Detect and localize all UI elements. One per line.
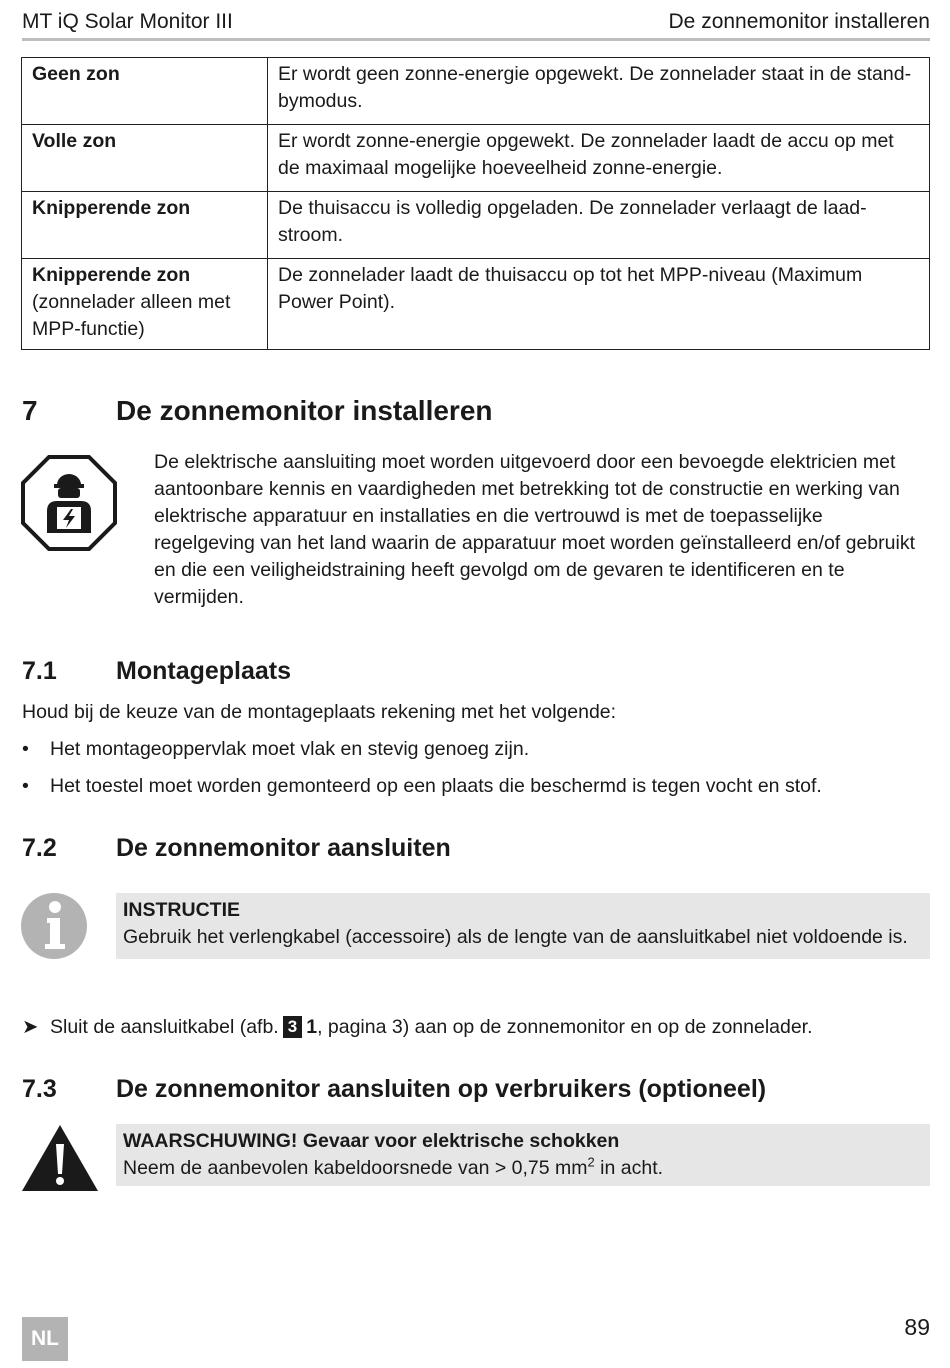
status-term: Knipperende zon <box>32 264 191 286</box>
page-number: 89 <box>904 1314 930 1340</box>
warning-text-after: in acht. <box>594 1157 664 1179</box>
section-number: 7.1 <box>22 657 57 685</box>
figure-number-badge: 3 <box>283 1016 302 1038</box>
status-desc: De zonnelader laadt de thuisaccu op tot het MPP-niveau (Maximum Power Point). <box>268 259 930 350</box>
instruction-note <box>116 893 930 959</box>
section-title: De zonnemonitor aansluiten <box>116 834 451 862</box>
section-number: 7 <box>22 395 38 426</box>
action-text-after: , pagina 3) aan op de zonnemonitor en op de zonnelader. <box>317 1016 813 1038</box>
status-term-cell <box>22 58 268 125</box>
status-desc: Er wordt geen zonne-energie opgewekt. De zonnelader staat in de stand-bymodus. <box>268 58 930 125</box>
list-item-text: Het toestel moet worden gemonteerd op een plaats die beschermd is tegen vocht en stof. <box>50 775 822 797</box>
warning-icon <box>21 1124 99 1192</box>
list-item-text: Het montageoppervlak moet vlak en stevig genoeg zijn. <box>50 738 530 760</box>
table-row <box>22 192 930 259</box>
status-desc: De thuisaccu is volledig opgeladen. De zonnelader verlaagt de laadstroom. <box>268 192 930 259</box>
section-title: De zonnemonitor installeren <box>116 395 493 426</box>
action-text-before: Sluit de aansluitkabel (afb. <box>50 1016 279 1038</box>
figure-item-number: 1 <box>306 1016 318 1038</box>
section-7-text: De elektrische aansluiting moet worden uitgevoerd door een bevoegde elektricien met aantoonbare kennis en vaardigheden met betrekking tot de constructie en werking van elektrische apparatuur en installaties en die vertrouwd is met de toepasselijke regelgeving van het land waarin de apparatuur moet worden geïnstalleerd en/of gebruikt en die een veiligheidstraining heeft gevolgd om de gevaren te identificeren en te vermijden. <box>154 451 915 608</box>
status-term-cell <box>22 125 268 192</box>
manual-page: MT iQ Solar Monitor III De zonnemonitor installeren Geen zon Er wordt geen zonne-energie opgewekt. De zonnelader staat in de stand-bymodus. Volle zon Er wordt zonne-energie opgewekt. De zonnelader laadt de accu op met de maximaal mogelijke hoeveelheid zonne-energie. Knipperende zon De thuisaccu is volledig opgeladen. De zonnelader verlaagt de laadstroom. Knipperende zon (zonnelader alleen met MPP-functie) De zonnelader laadt de thuisaccu op tot het MPP-niveau (Maximum Power Point). 7 De zonnemonitor installeren De elektrische aansluiting moet worden uitgevoerd door een bevoegde elektricien met aantoonbare kennis en vaardigheden met betrekking tot de constructie en werking van elektrische apparatuur en installaties en die vertrouwd is met de toepasselijke regelgeving van het land waarin de apparatuur moet worden geïnstalleerd en/of gebruikt en die een veiligheidstraining heeft gevolgd om de gevaren te identificeren en te vermijden. 7.1 Montageplaats Houd bij de keuze van de montageplaats rekening met het volgende: • Het montageoppervlak moet vlak en stevig genoeg zijn. • Het toestel moet worden gemonteerd op een plaats die beschermd is tegen vocht en stof. 7.2 De zonnemonitor aansluiten INSTRUCTIE Gebruik het verlengkabel (accessoire) als de lengte van de aansluitkabel niet voldoende is. ➤ Sluit de aansluitkabel (afb. 3 1, pagina 3) aan op de zonnemonitor en op de zonnelader. 7.3 De zonnemonitor aansluiten op verbruikers (optioneel) WAARSCHUWING! Gevaar voor elektrische schokken Neem de aanbevolen kabeldoorsnede van > 0,75 $mm^2$ in acht. NL 89 <box>0 0 950 1368</box>
table-row <box>22 58 930 125</box>
warning-superscript: 2 <box>587 1154 595 1170</box>
warning-title: WAARSCHUWING! Gevaar voor elektrische schokken <box>123 1130 620 1152</box>
section-title: Montageplaats <box>116 657 292 685</box>
status-term: Volle zon <box>32 130 117 152</box>
arrow-icon: ➤ <box>22 1016 39 1038</box>
section-number: 7.2 <box>22 834 57 862</box>
warning-note <box>116 1124 930 1186</box>
status-term: Knipperende zon <box>32 197 191 219</box>
status-term-cell <box>22 192 268 259</box>
status-term-note: (zonnelader alleen met MPP-functie) <box>32 291 231 340</box>
status-term-cell <box>22 259 268 350</box>
header-chapter-title: De zonnemonitor installeren <box>668 10 930 33</box>
note-title: INSTRUCTIE <box>123 899 240 921</box>
status-desc: Er wordt zonne-energie opgewekt. De zonnelader laadt de accu op met de maximaal mogelijke hoeveelheid zonne-energie. <box>268 125 930 192</box>
electrician-icon <box>21 455 117 551</box>
status-table <box>21 57 930 350</box>
header-product-name: MT iQ Solar Monitor III <box>22 10 233 33</box>
language-badge: NL <box>22 1317 68 1361</box>
note-text: Gebruik het verlengkabel (accessoire) als de lengte van de aansluitkabel niet voldoende is. <box>123 926 908 948</box>
table-row <box>22 125 930 192</box>
section-title: De zonnemonitor aansluiten op verbruikers (optioneel) <box>116 1075 767 1103</box>
table-row <box>22 259 930 350</box>
warning-text-before: Neem de aanbevolen kabeldoorsnede van > 0,75 mm <box>123 1157 588 1179</box>
section-number: 7.3 <box>22 1075 57 1103</box>
running-header <box>22 8 930 41</box>
action-step <box>22 1014 813 1041</box>
status-term: Geen zon <box>32 63 120 85</box>
section-7-1-intro: Houd bij de keuze van de montageplaats rekening met het volgende: <box>22 701 617 723</box>
info-icon <box>20 892 88 960</box>
